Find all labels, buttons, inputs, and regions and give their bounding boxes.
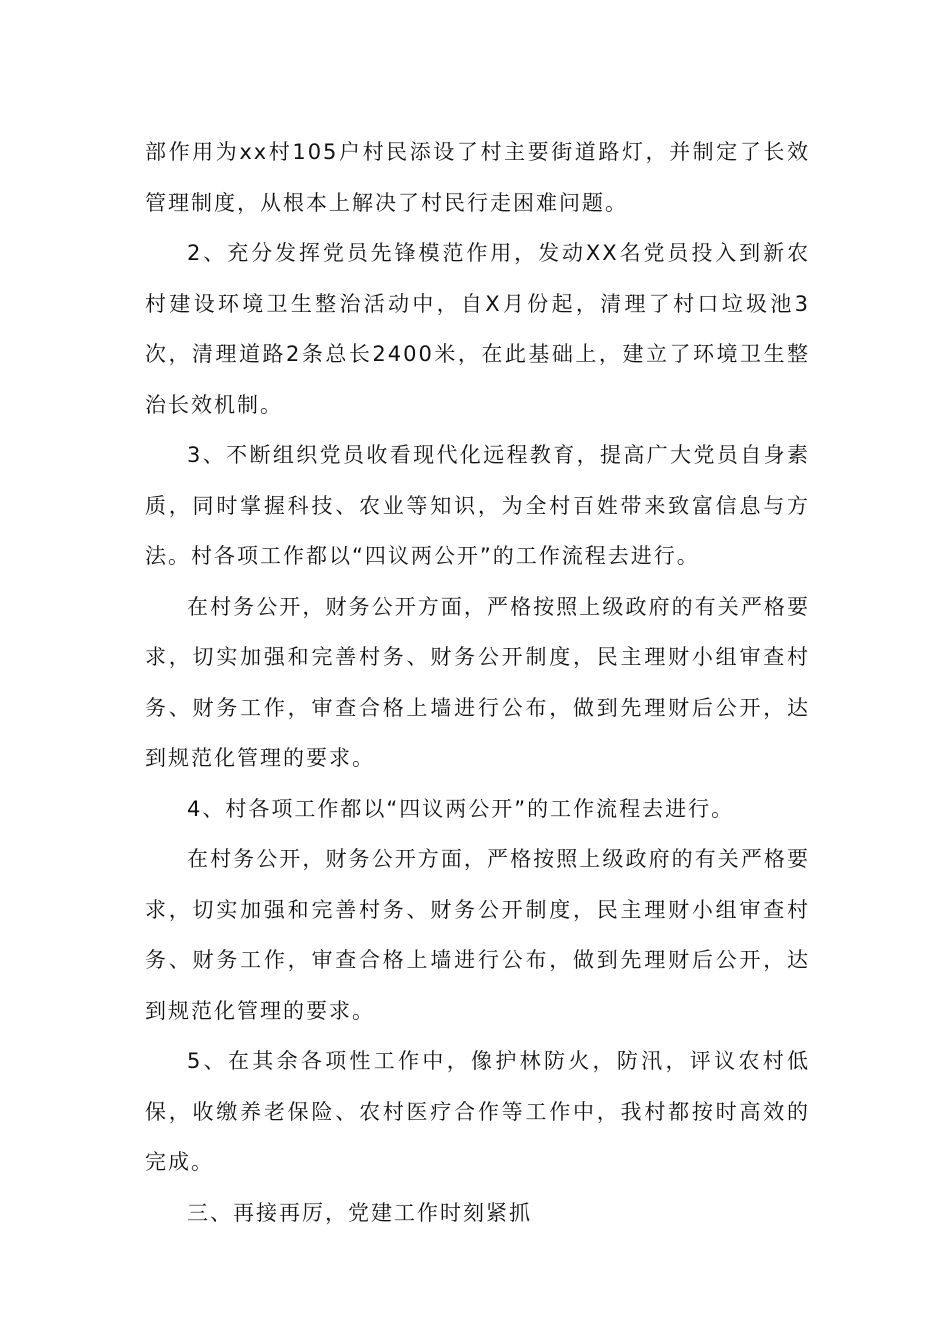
paragraph-5: 4、村各项工作都以“四议两公开”的工作流程去进行。 bbox=[187, 796, 735, 821]
paragraph-6: 在村务公开，财务公开方面，严格按照上级政府的有关严格要求，切实加强和完善村务、财务公开制度，民主理财小组审查村务、财务工作，审查合格上墙进行公布，做到先理财后公开，达到规范化管理的要求。 bbox=[145, 847, 810, 1023]
paragraph-2: 2、充分发挥党员先锋模范作用，发动XX名党员投入到新农村建设环境卫生整治活动中，自X月份起，清理了村口垃圾池3次，清理道路2条总长2400米，在此基础上，建立了环境卫生整治长效机制。 bbox=[145, 241, 810, 417]
paragraph-1: 部作用为xx村105户村民添设了村主要街道路灯，并制定了长效管理制度，从根本上解决了村民行走困难问题。 bbox=[145, 140, 810, 215]
section-heading: 三、再接再厉，党建工作时刻紧抓 bbox=[187, 1200, 532, 1225]
paragraph-3: 3、不断组织党员收看现代化远程教育，提高广大党员自身素质，同时掌握科技、农业等知识，为全村百姓带来致富信息与方法。村各项工作都以“四议两公开”的工作流程去进行。 bbox=[145, 443, 810, 568]
document-body bbox=[145, 127, 810, 1238]
paragraph-4: 在村务公开，财务公开方面，严格按照上级政府的有关严格要求，切实加强和完善村务、财务公开制度，民主理财小组审查村务、财务工作，审查合格上墙进行公布，做到先理财后公开，达到规范化管理的要求。 bbox=[145, 594, 810, 770]
paragraph-7: 5、在其余各项性工作中，像护林防火，防汛，评议农村低保，收缴养老保险、农村医疗合作等工作中，我村都按时高效的完成。 bbox=[145, 1049, 810, 1174]
